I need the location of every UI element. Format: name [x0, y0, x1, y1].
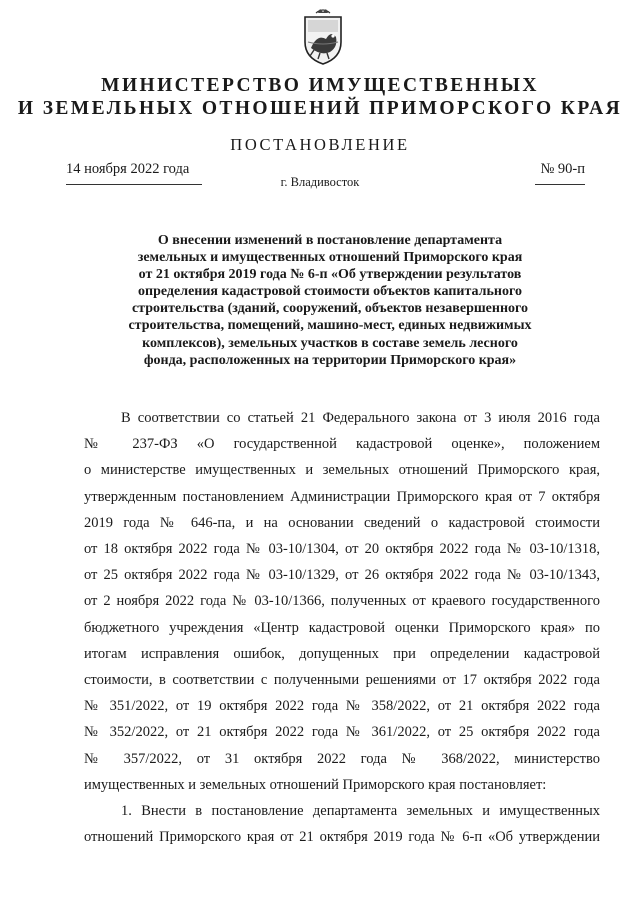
document-number: № 90-п — [540, 161, 585, 177]
document-body — [84, 405, 600, 850]
title-line: определения кадастровой стоимости объектов капитального — [138, 284, 522, 300]
title-line: комплексов), земельных участков в составе земель лесного — [142, 335, 518, 351]
body-line: утвержденным постановлением Администрации Приморского края от 7 октября — [84, 488, 600, 505]
body-line: от 2 ноября 2022 года № 03-10/1366, полученных от краевого государственного — [84, 593, 600, 610]
title-line: строительства (зданий, сооружений, объектов незавершенного — [131, 301, 529, 317]
ministry-name-line-1: МИНИСТЕРСТВО ИМУЩЕСТВЕННЫХ — [101, 75, 539, 96]
title-line: от 21 октября 2019 года № 6-п «Об утверждении результатов — [138, 267, 522, 283]
body-line: стоимости, в соответствии с полученными решениями от 17 октября 2022 года — [84, 672, 600, 689]
title-line: О внесении изменений в постановление департамента — [157, 233, 503, 248]
body-line: от 18 октября 2022 года № 03-10/1304, от 20 октября 2022 года № 03-10/1318, — [84, 541, 600, 558]
body-line: 1. Внести в постановление департамента земельных и имущественных — [121, 803, 600, 820]
ministry-name — [0, 74, 640, 120]
document-title — [100, 232, 560, 369]
title-line: фонда, расположенных на территории Приморского края» — [143, 352, 517, 368]
body-line: № 357/2022, от 31 октября 2022 года № 368/2022, министерство — [84, 750, 600, 767]
title-line: земельных и имущественных отношений Приморского края — [137, 250, 523, 266]
document-city: г. Владивосток — [280, 175, 360, 189]
body-line: бюджетного учреждения «Центр кадастровой оценки Приморского края» по — [84, 619, 600, 636]
number-underline — [535, 184, 585, 185]
title-line: строительства, помещений, машино-мест, единых недвижимых — [128, 318, 532, 334]
body-line: № 352/2022, от 21 октября 2022 года № 361/2022, от 25 октября 2022 года — [84, 724, 600, 741]
ministry-name-line-2: И ЗЕМЕЛЬНЫХ ОТНОШЕНИЙ ПРИМОРСКОГО КРАЯ — [17, 98, 623, 119]
document-number-field — [519, 160, 585, 185]
body-line: 2019 года № 646-па, и на основании сведений о кадастровой стоимости — [84, 514, 600, 531]
body-line: о министерстве имущественных и земельных отношений Приморского края, — [84, 462, 600, 479]
body-line: отношений Приморского края от 21 октября 2019 года № 6-п «Об утверждении — [84, 829, 600, 846]
body-line: № 351/2022, от 19 октября 2022 года № 358/2022, от 21 октября 2022 года — [84, 698, 600, 715]
document-date: 14 ноября 2022 года — [66, 161, 190, 177]
body-line: итогам исправления ошибок, допущенных при определении кадастровой — [84, 645, 600, 662]
coat-of-arms-icon — [296, 6, 350, 68]
document-type: ПОСТАНОВЛЕНИЕ — [230, 135, 410, 154]
body-line: № 237-ФЗ «О государственной кадастровой оценке», положением — [84, 436, 600, 453]
coat-of-arms-emblem — [296, 6, 350, 68]
body-line: имущественных и земельных отношений Приморского края постановляет: — [84, 776, 547, 793]
body-line: от 25 октября 2022 года № 03-10/1329, от 26 октября 2022 года № 03-10/1343, — [84, 567, 600, 584]
body-line: В соответствии со статьей 21 Федерального закона от 3 июля 2016 года — [121, 410, 600, 426]
